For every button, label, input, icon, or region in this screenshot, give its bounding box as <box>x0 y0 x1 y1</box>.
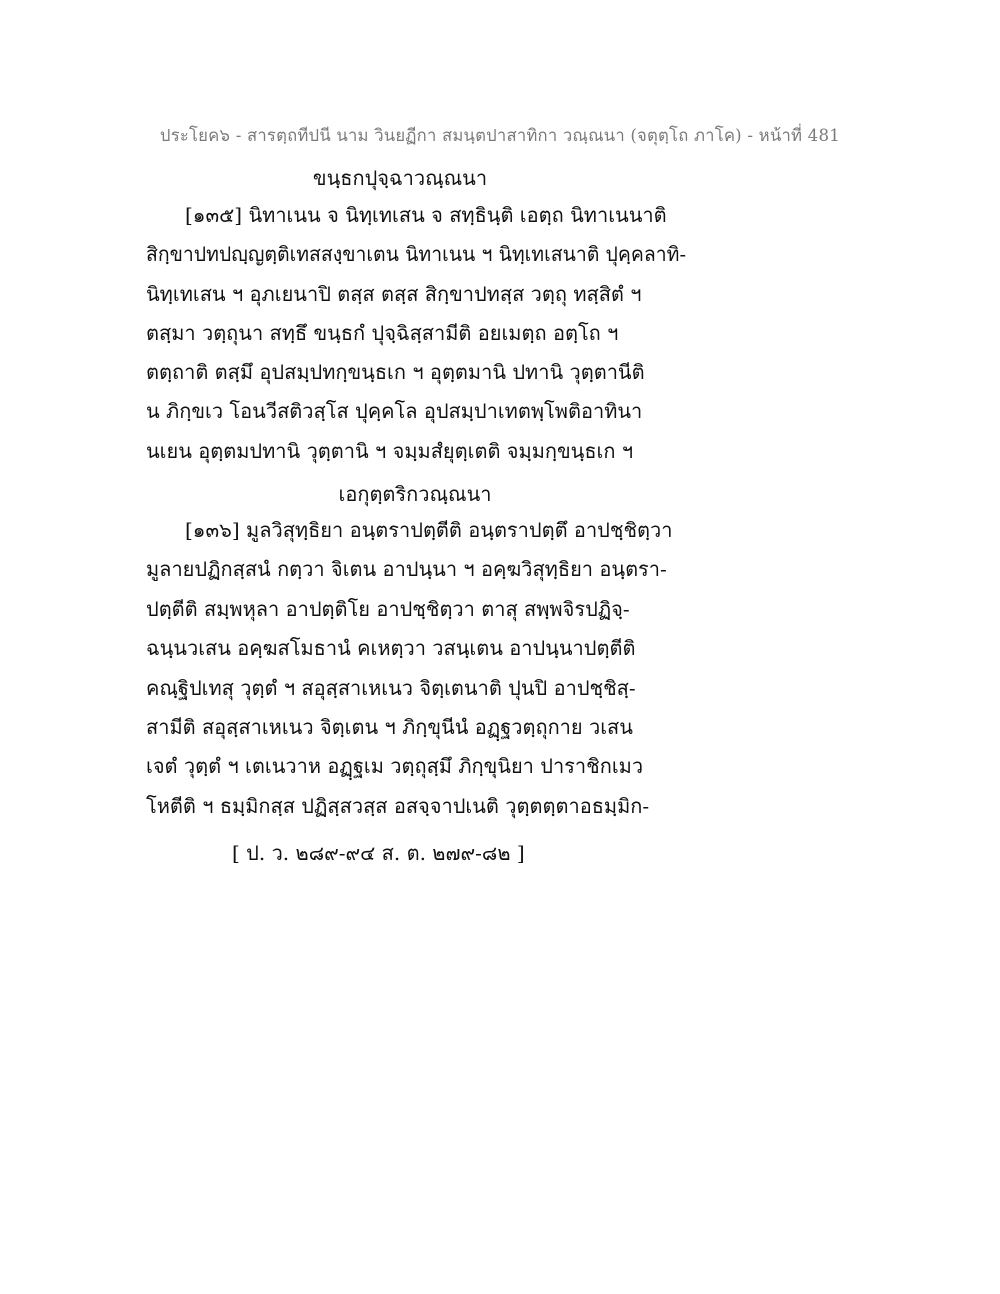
text-line: [๑๓๖] มูลวิสุทฺธิยา อนฺตราปตฺตีติ อนฺตราปตฺตึ อาปชฺชิตฺวา <box>185 518 673 542</box>
text-line: สิกฺขาปทปญฺญตฺติเทสสงฺขาเตน นิทาเนน ฯ นิทฺเทเสนาติ ปุคฺคลาทิ- <box>146 242 687 266</box>
section-heading-khandhaka: ขนฺธกปุจฺฉาวณฺณนา <box>312 166 488 190</box>
text-line: นิทฺเทเสน ฯ อุภเยนาปิ ตสฺส ตสฺส สิกฺขาปทสฺส วตฺถุ ทสฺสิตํ ฯ <box>146 282 642 306</box>
running-header: ประโยค๖ - สารตฺถทีปนี นาม วินยฏีกา สมนฺตปาสาทิกา วณฺณนา (จตุตฺโถ ภาโค) - หน้าที่ 481 <box>159 126 841 146</box>
text-line: นเยน อุตฺตมปทานิ วุตฺตานิ ฯ จมฺมสํยุตฺเตติ จมฺมกฺขนฺธเก ฯ <box>146 439 634 463</box>
text-line: สามีติ สอุสฺสาเหเนว จิตฺเตน ฯ ภิกฺขุนีนํ อฏฺฐวตฺถุกาย วเสน <box>146 715 633 739</box>
text-line: น ภิกฺขเว โอนวีสติวสฺโส ปุคฺคโล อุปสมฺปาเทตพฺโพติอาทินา <box>146 399 643 423</box>
text-line: เจตํ วุตฺตํ ฯ เตเนวาห อฏฺฐเม วตฺถุสฺมึ ภิกฺขุนิยา ปาราชิกเมว <box>146 754 644 778</box>
text-line: โหตีติ ฯ ธมฺมิกสฺส ปฏิสฺสวสฺส อสจฺจาปเนติ วุตฺตตฺตาอธมฺมิก- <box>146 794 650 818</box>
text-line: [๑๓๕] นิทาเนน จ นิทฺเทเสน จ สทฺธินฺติ เอตฺถ นิทาเนนาติ <box>185 203 667 227</box>
text-line: ฉนฺนวเสน อคฺฆสโมธานํ คเหตฺวา วสนฺเตน อาปนฺนาปตฺตีติ <box>146 636 636 660</box>
text-line: มูลายปฏิกสฺสนํ กตฺวา จิเตน อาปนฺนา ฯ อคฺฆวิสุทฺธิยา อนฺตรา- <box>146 557 667 581</box>
text-line: ตสฺมา วตฺถุนา สทฺธึ ขนฺธกํ ปุจฺฉิสฺสามีติ อยเมตฺถ อตฺโถ ฯ <box>146 321 619 345</box>
text-line: ตตฺถาติ ตสฺมึ อุปสมฺปทกฺขนฺธเก ฯ อุตฺตมานิ ปทานิ วุตฺตานีติ <box>146 360 645 384</box>
section-heading-ekuttarika: เอกุตฺตริกวณฺณนา <box>338 482 492 506</box>
text-line: คณฺฐิปเทสุ วุตฺตํ ฯ สอุสฺสาเหเนว จิตฺเตนาติ ปุนปิ อาปชฺชิสฺ- <box>146 676 636 700</box>
scripture-reference: [ ป. ว. ๒๘๙-๙๔ ส. ต. ๒๗๙-๘๒ ] <box>232 841 525 865</box>
text-line: ปตฺตีติ สมฺพหุลา อาปตฺติโย อาปชฺชิตฺวา ตาสุ สพฺพจิรปฏิจฺ- <box>146 597 630 621</box>
